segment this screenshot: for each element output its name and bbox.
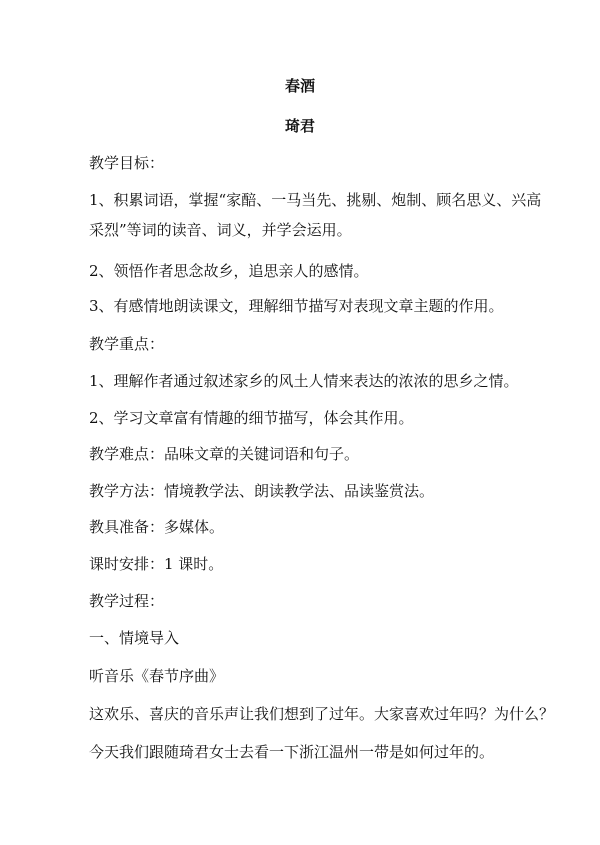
- objective-1-line-2: 采烈”等词的读音、词义，并学会运用。: [89, 221, 352, 239]
- section-heading-process: 教学过程：: [89, 592, 165, 610]
- intro-closing-line: 今天我们跟随琦君女士去看一下浙江温州一带是如何过年的。: [89, 743, 495, 761]
- objective-1-line-1: 1、积累词语，掌握“家醅、一马当先、挑剔、炮制、顾名思义、兴高: [89, 191, 542, 209]
- key-point-1: 1、理解作者通过叙述家乡的风土人情来表达的浓浓的思乡之情。: [89, 372, 519, 390]
- schedule-line: 课时安排：1 课时。: [89, 555, 224, 573]
- intro-question-line: 这欢乐、喜庆的音乐声让我们想到了过年。大家喜欢过年吗？为什么？: [89, 705, 555, 723]
- materials-line: 教具准备：多媒体。: [89, 518, 225, 536]
- document-author: 琦君: [284, 117, 315, 135]
- teaching-methods-line: 教学方法：情境教学法、朗读教学法、品读鉴赏法。: [89, 482, 435, 500]
- section-heading-objectives: 教学目标：: [89, 154, 165, 172]
- document-title: 春酒: [284, 77, 315, 95]
- difficulty-line: 教学难点：品味文章的关键词语和句子。: [89, 445, 360, 463]
- key-point-2: 2、学习文章富有情趣的细节描写，体会其作用。: [89, 409, 414, 427]
- objective-2: 2、领悟作者思念故乡，追思亲人的感情。: [89, 262, 369, 280]
- step-1-heading: 一、情境导入: [89, 629, 180, 647]
- section-heading-key-points: 教学重点：: [89, 335, 165, 353]
- objective-3: 3、有感情地朗读课文，理解细节描写对表现文章主题的作用。: [89, 297, 504, 315]
- music-line: 听音乐《春节序曲》: [89, 667, 225, 685]
